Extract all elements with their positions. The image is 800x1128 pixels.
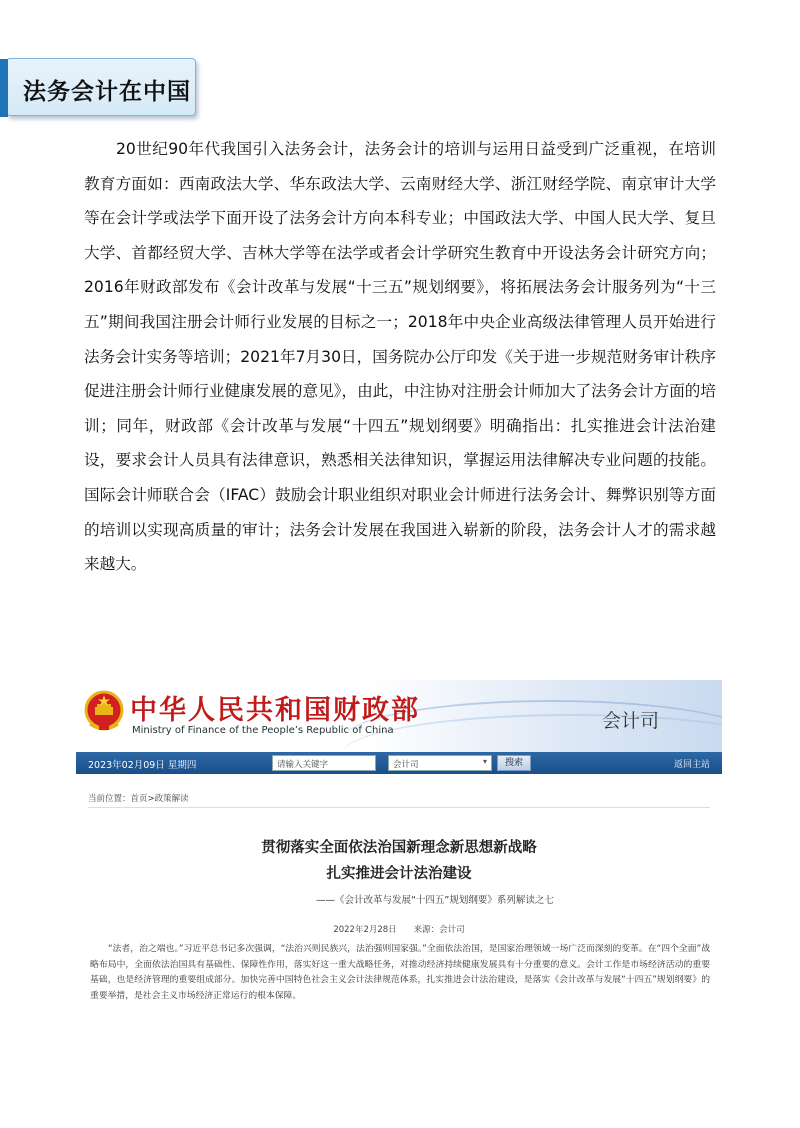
national-emblem-icon	[84, 690, 124, 734]
section-header	[6, 58, 196, 116]
article-subtitle: ——《会计改革与发展“十四五”规划纲要》系列解读之七	[316, 895, 554, 906]
site-title: 中华人民共和国财政部	[130, 695, 420, 726]
home-link[interactable]: 返回主站	[673, 760, 710, 770]
article-body: “法者，治之端也。”习近平总书记多次强调，“法治兴则民族兴，法治强则国家强。”全面依法治国，是国家治理领域一场广泛而深刻的变革。在“四个全面”战略布局中，全面依法治国具有基础性、保障性作用，落实好这一重大战略任务，对推动经济持续健康发展具有十分重要的意义。会计工作是市场经济活动的重要基础，也是经济管理的重要组成部分。加快完善中国特色社会主义会计法律规范体系，扎实推进会计法治建设，是落实《会计改革与发展“十四五”规划纲要》的重要举措，是社会主义市场经济正常运行的根本保障。	[90, 944, 710, 1001]
section-title: 法务会计在中国	[23, 79, 191, 105]
article-meta: 2022年2月28日 来源：会计司	[333, 925, 465, 935]
embedded-screenshot	[76, 680, 722, 1052]
search-input[interactable]: 请输入关键字	[272, 755, 376, 771]
search-button[interactable]: 搜索	[497, 755, 531, 771]
department-select-value: 会计司	[393, 760, 419, 770]
department-name: 会计司	[602, 710, 660, 732]
site-subtitle: Ministry of Finance of the People’s Republic of China	[132, 725, 394, 736]
chevron-down-icon: ▾	[482, 757, 487, 766]
body-paragraph: 20世纪90年代我国引入法务会计，法务会计的培训与运用日益受到广泛重视，在培训教育方面如：西南政法大学、华东政法大学、云南财经大学、浙江财经学院、南京审计大学等在会计学或法学下面开设了法务会计方向本科专业；中国政法大学、中国人民大学、复旦大学、首都经贸大学、吉林大学等在法学或者会计学研究生教育中开设法务会计研究方向；2016年财政部发布《会计改革与发展“十三五”规划纲要》，将拓展法务会计服务列为“十三五”期间我国注册会计师行业发展的目标之一；2018年中央企业高级法律管理人员开始进行法务会计实务等培训；2021年7月30日，国务院办公厅印发《关于进一步规范财务审计秩序促进注册会计师行业健康发展的意见》，由此，中注协对注册会计师加大了法务会计方面的培训；同年，财政部《会计改革与发展“十四五”规划纲要》明确指出：扎实推进会计法治建设，要求会计人员具有法律意识，熟悉相关法律知识，掌握运用法律解决专业问题的技能。国际会计师联合会（IFAC）鼓励会计职业组织对职业会计师进行法务会计、舞弊识别等方面的培训以实现高质量的审计；法务会计发展在我国进入崭新的阶段，法务会计人才的需求越来越大。	[84, 140, 716, 574]
breadcrumb: 当前位置：首页>政策解读	[88, 794, 189, 804]
article-title-line1: 贯彻落实全面依法治国新理念新思想新战略	[261, 840, 537, 856]
article-title-line2: 扎实推进会计法治建设	[326, 866, 472, 882]
nav-bar	[76, 752, 722, 774]
department-select[interactable]	[388, 755, 492, 771]
site-banner	[76, 680, 722, 752]
nav-date: 2023年02月09日 星期四	[88, 760, 197, 771]
divider	[88, 807, 710, 808]
